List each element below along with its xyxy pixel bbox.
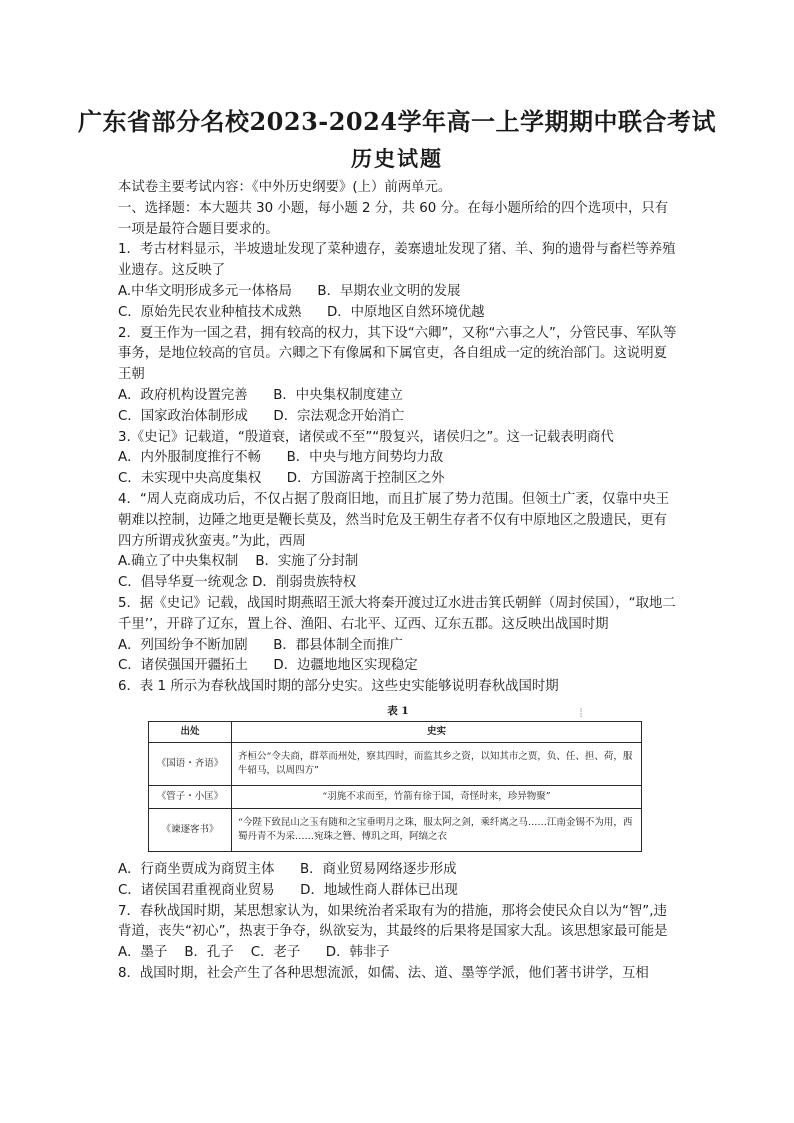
question-4-options-row-2: C．倡导华夏一统观念 D．削弱贵族特权	[118, 575, 357, 591]
question-6-options-row-2: C．诸侯国君重视商业贸易 D．地域性商人群体已出现	[118, 882, 458, 898]
question-1-stem: 1．考古材料显示，半坡遗址发现了菜种遗存，姜寨遗址发现了猪、羊、狗的遗骨与畜栏等养殖业遗存。这反映了	[118, 242, 676, 279]
margin-mark: ⁞	[579, 706, 584, 721]
question-3-options-row-1: A．内外服制度推行不畅 B．中央与地方间势均力敌	[118, 450, 444, 466]
history-facts-table	[148, 721, 642, 852]
table-header-source: 出处	[149, 721, 232, 742]
question-3-stem: 3.《史记》记载道，“殷道衰，诸侯或不至”“殷复兴，诸侯归之”。这一记载表明商代	[118, 429, 614, 445]
question-2-options-row-1: A．政府机构设置完善 B．中央集权制度建立	[118, 387, 403, 403]
table-row	[149, 742, 642, 785]
question-5-options-row-2: C．诸侯强国开疆拓土 D．边疆地地区实现稳定	[118, 658, 418, 674]
table-cell-fact: “羽旄不求而至，竹箭有徐于国，奇怪时来，珍异物聚”	[232, 785, 642, 808]
exam-subtitle: 历史试题	[351, 146, 443, 171]
question-5-stem: 5．据《史记》记载，战国时期燕昭王派大将秦开渡过辽水进击箕氏朝鲜（周封侯国），“取地二千里’’，开辟了辽东，置上谷、渔阳、右北平、辽西、辽东五郡。这反映出战国时期	[118, 595, 676, 632]
table-cell-source: 《国语・齐语》	[149, 742, 232, 785]
exam-title: 广东省部分名校2023-2024学年高一上学期期中联合考试	[77, 107, 717, 136]
intro-text: 本试卷主要考试内容：《中外历史纲要》(上）前两单元。	[118, 180, 452, 195]
question-2-options-row-2: C．国家政治体制形成 D．宗法观念开始消亡	[118, 408, 405, 424]
question-6-options	[118, 860, 678, 902]
question-7-options: A．墨子 B．孔子 C．老子 D．韩非子	[118, 945, 390, 961]
table-header-fact: 史实	[232, 721, 642, 742]
table-cell-fact: 齐桓公“令夫商，群萃而州处，察其四时，而监其乡之资，以知其市之贾，负、任、担、荷，服牛轺马，以周四方”	[232, 742, 642, 785]
question-4-options-row-1: A.确立了中央集权制 B．实施了分封制	[118, 554, 359, 570]
question-2-stem: 2．夏王作为一国之君，拥有较高的权力，其下设“六卿”，又称“六事之人”，分管民事、军队等事务，是地位较高的官员。六卿之下有像属和下属官吏，各自组成一定的统治部门。这说明夏王朝	[118, 325, 677, 383]
question-6-options-row-1: A．行商坐贾成为商贸主体 B．商业贸易网络逐步形成	[118, 861, 457, 877]
table-cell-source: 《管子・小匡》	[149, 785, 232, 808]
table-cell-source: 《谏逐客书》	[149, 808, 232, 851]
question-1-options-row-1: A.中华文明形成多元一体格局 B．早期农业文明的发展	[118, 283, 461, 299]
section-heading: 一、选择题：本大题共 30 小题，每小题 2 分，共 60 分。在每小题所给的四个选项中，只有一项是最符合题目要求的。	[118, 200, 669, 237]
question-4-stem: 4．“周人克商成功后，不仅占据了殷商旧地，而且扩展了势力范围。但领土广袤，仅靠中央王朝难以控制，边陲之地更是鞭长莫及，然当时危及王朝生存者不仅有中原地区之殷遗民，更有四方所谓戎狄蛮夷。”为此，西周	[118, 491, 670, 549]
table-row	[149, 808, 642, 851]
exam-content	[118, 178, 678, 985]
table-cell-fact: “今陛下致昆山之玉有随和之宝垂明月之珠，服太阿之剑，乘纤离之马……江南金锡不为用，西蜀丹青不为采……宛珠之簪、傅玑之珥，阿缟之衣	[232, 808, 642, 851]
question-3-options-row-2: C．未实现中央高度集权 D．方国游离于控制区之外	[118, 471, 445, 487]
question-5-options-row-1: A．列国纷争不断加剧 B．郡县体制全而推广	[118, 637, 403, 653]
question-1-options-row-2: C．原始先民农业种植技术成熟 D．中原地区自然环境优越	[118, 304, 485, 320]
question-6-stem: 6．表 1 所示为春秋战国时期的部分史实。这些史实能够说明春秋战国时期	[118, 679, 559, 695]
question-7-stem: 7．春秋战国时期，某思想家认为，如果统治者采取有为的措施，那将会使民众自以为“智”,违背道，丧失“初心”，热衷于争夺，纵欲妄为，其最终的后果将是国家大乱。该思想家最可能是	[118, 903, 668, 940]
table-row	[149, 785, 642, 808]
question-8-stem: 8．战国时期，社会产生了各种思想流派，如儒、法、道、墨等学派，他们著书讲学，互相	[118, 965, 649, 981]
table-caption: 表 1	[387, 704, 409, 717]
